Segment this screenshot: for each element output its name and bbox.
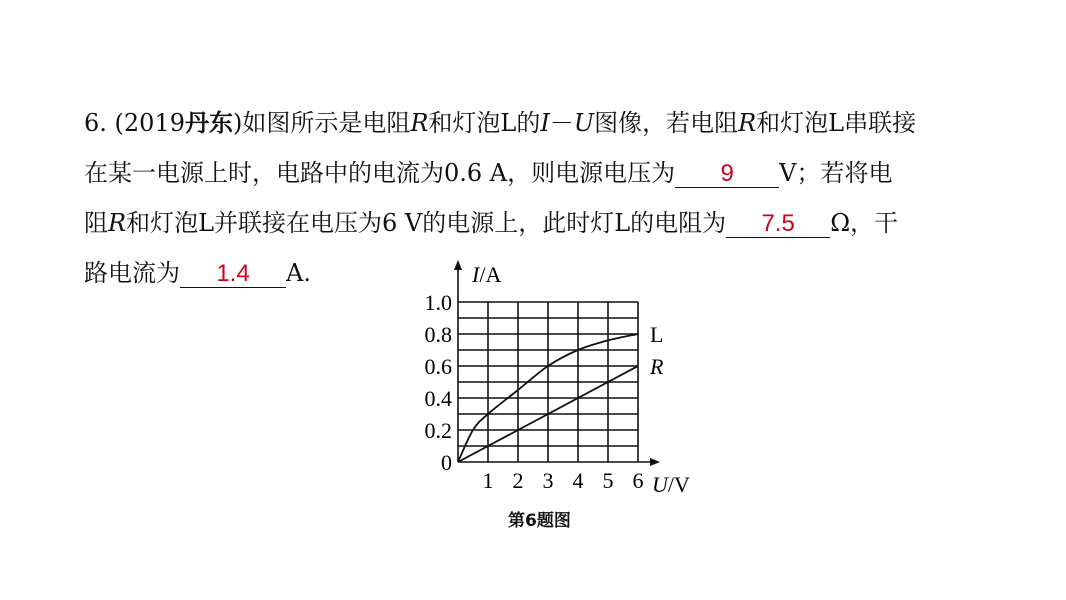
variable-u: U xyxy=(573,109,595,137)
x-tick-label: 3 xyxy=(542,468,554,493)
text-segment-3: 图像，若电阻 xyxy=(594,109,739,137)
y-tick-label: 0.4 xyxy=(424,386,452,411)
text-segment-7: 阻 xyxy=(84,209,108,237)
question-number: 6. xyxy=(84,109,107,137)
variable-i: I xyxy=(540,109,550,137)
answer-blank-3: 1.4 xyxy=(180,261,286,288)
x-axis-arrow xyxy=(650,458,660,466)
x-tick-label: 4 xyxy=(572,468,584,493)
y-axis-arrow xyxy=(454,260,462,270)
text-segment-4: 和灯泡L串联接 xyxy=(756,109,917,137)
series-label-r: R xyxy=(650,354,664,379)
text-segment-9: Ω，干 xyxy=(830,209,899,237)
y-axis-label: I/A xyxy=(472,262,502,287)
grid xyxy=(458,302,638,462)
iu-graph xyxy=(400,258,720,503)
source-open: (2019 xyxy=(106,109,185,137)
source-place: 丹东 xyxy=(184,109,233,137)
answer-blank-1: 9 xyxy=(675,161,779,188)
y-tick-label: 0.8 xyxy=(424,322,452,347)
y-tick-label: 0.6 xyxy=(424,354,452,379)
question-line-1 xyxy=(84,98,984,148)
y-tick-label: 1.0 xyxy=(424,290,452,315)
text-segment-2: 和灯泡L的 xyxy=(428,109,541,137)
figure-caption: 第6题图 xyxy=(508,511,571,531)
x-axis-label: U/V xyxy=(652,472,690,497)
text-segment-6: V；若将电 xyxy=(779,159,893,187)
dash: － xyxy=(549,109,574,137)
variable-r: R xyxy=(738,109,757,137)
question-line-3 xyxy=(84,198,984,248)
variable-r: R xyxy=(410,109,429,137)
variable-r: R xyxy=(108,209,127,237)
x-tick-label: 5 xyxy=(602,468,614,493)
answer-blank-2: 7.5 xyxy=(726,211,830,238)
text-segment-1: 如图所示是电阻 xyxy=(242,109,411,137)
origin-label: 0 xyxy=(441,450,452,475)
text-segment-8: 和灯泡L并联接在电压为6 V的电源上，此时灯L的电阻为 xyxy=(126,209,727,237)
series-group xyxy=(458,322,664,462)
text-segment-10: 路电流为 xyxy=(84,259,180,287)
axes xyxy=(454,260,660,466)
text-segment-5: 在某一电源上时，电路中的电流为0.6 A，则电源电压为 xyxy=(84,159,676,187)
x-tick-label: 1 xyxy=(482,468,494,493)
series-label-l: L xyxy=(650,322,664,347)
x-tick-label: 6 xyxy=(632,468,644,493)
x-tick-label: 2 xyxy=(512,468,524,493)
question-line-2 xyxy=(84,148,984,198)
text-segment-11: A. xyxy=(286,259,311,287)
y-tick-label: 0.2 xyxy=(424,418,452,443)
source-close: ) xyxy=(232,109,243,137)
